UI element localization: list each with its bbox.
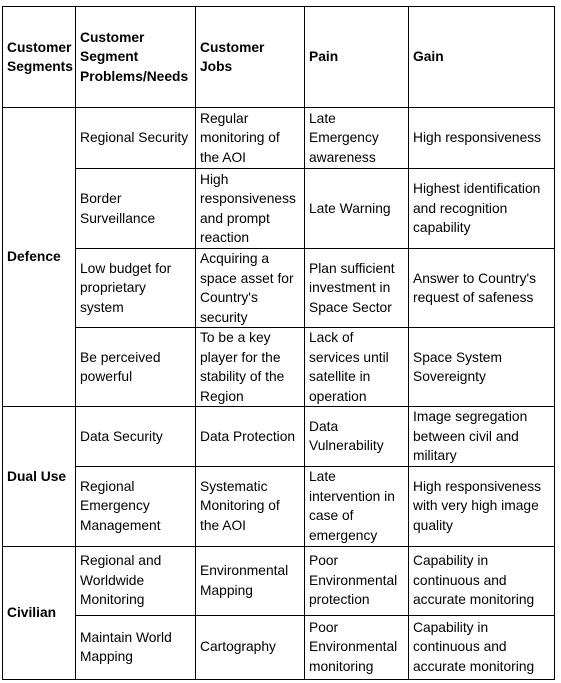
job-cell: Environmental Mapping [196,546,305,615]
job-cell: To be a key player for the stability of the Region [196,328,305,407]
need-cell: Maintain World Mapping [76,615,196,679]
job-cell: Systematic Monitoring of the AOI [196,466,305,546]
header-customer-segments: Customer Segments [3,7,76,108]
table-row [3,249,555,328]
gain-cell: Capability in continuous and accurate monitoring [409,546,555,615]
job-cell: Acquiring a space asset for Country's security [196,249,305,328]
table-row [3,615,555,679]
table-row [3,546,555,615]
table-row [3,169,555,249]
table-row [3,328,555,407]
gain-cell: Capability in continuous and accurate monitoring [409,615,555,679]
job-cell: Cartography [196,615,305,679]
table-row [3,108,555,169]
pain-cell: Poor Environmental protection [305,546,409,615]
value-proposition-table [2,6,555,680]
segment-defence: Defence [3,108,76,407]
pain-cell: Late intervention in case of emergency [305,466,409,546]
need-cell: Low budget for proprietary system [76,249,196,328]
segment-dual-use: Dual Use [3,407,76,547]
need-cell: Be perceived powerful [76,328,196,407]
need-cell: Regional and Worldwide Monitoring [76,546,196,615]
need-cell: Regional Security [76,108,196,169]
gain-cell: Space System Sovereignty [409,328,555,407]
gain-cell: Highest identification and recognition capability [409,169,555,249]
job-cell: Data Protection [196,407,305,467]
pain-cell: Data Vulnerability [305,407,409,467]
header-problems-needs: Customer Segment Problems/Needs [76,7,196,108]
table-row [3,466,555,546]
need-cell: Regional Emergency Management [76,466,196,546]
pain-cell: Late Warning [305,169,409,249]
segment-civilian: Civilian [3,546,76,679]
gain-cell: Answer to Country's request of safeness [409,249,555,328]
header-gain: Gain [409,7,555,108]
header-pain: Pain [305,7,409,108]
gain-cell: High responsiveness with very high image quality [409,466,555,546]
gain-cell: High responsiveness [409,108,555,169]
header-customer-jobs: Customer Jobs [196,7,305,108]
pain-cell: Poor Environmental monitoring [305,615,409,679]
header-row [3,7,555,108]
pain-cell: Late Emergency awareness [305,108,409,169]
job-cell: Regular monitoring of the AOI [196,108,305,169]
pain-cell: Plan sufficient investment in Space Sector [305,249,409,328]
gain-cell: Image segregation between civil and military [409,407,555,467]
pain-cell: Lack of services until satellite in operation [305,328,409,407]
need-cell: Border Surveillance [76,169,196,249]
job-cell: High responsiveness and prompt reaction [196,169,305,249]
need-cell: Data Security [76,407,196,467]
table-row [3,407,555,467]
